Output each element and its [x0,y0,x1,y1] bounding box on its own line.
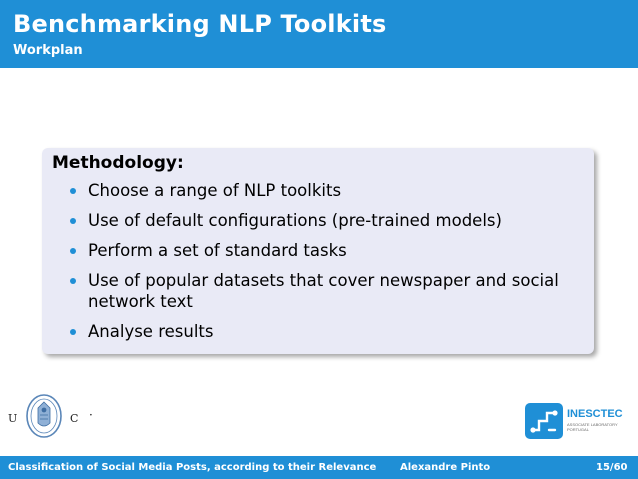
bullet-icon [70,248,76,254]
university-letter-right: C [70,412,79,425]
list-item [56,180,576,201]
list-item-text: Choose a range of NLP toolkits [88,181,342,200]
list-item-text: Use of default configurations (pre-trained models) [88,211,502,230]
university-dot: · [89,408,93,422]
list-item-text: Perform a set of standard tasks [88,241,347,260]
footer-bar [0,456,638,479]
inesc-tec-name: INESCTEC [567,408,623,420]
inesc-tec-tagline: ASSOCIATE LABORATORY PORTUGAL [567,422,618,432]
footer-author: Alexandre Pinto [400,462,491,473]
university-letter-left: U [8,412,18,425]
university-seal-icon [25,393,63,439]
frame-title: Benchmarking NLP Toolkits [13,10,387,38]
bullet-icon [70,188,76,194]
list-item [56,210,576,231]
methodology-list [56,180,576,351]
footer-page-number: 15/60 [596,462,628,473]
footer-talk-title: Classification of Social Media Posts, according to their Relevance [8,462,377,473]
bullet-icon [70,218,76,224]
bullet-icon [70,329,76,335]
inesc-tec-mark-icon [525,403,563,439]
block-title: Methodology: [52,153,184,173]
list-item [56,240,576,261]
list-item-text: Analyse results [88,322,214,341]
inesc-tec-logo [525,403,625,439]
methodology-block [42,148,594,354]
frame-subtitle: Workplan [13,43,83,58]
list-item-text: Use of popular datasets that cover newspaper and social network text [88,271,559,311]
list-item [56,270,576,312]
frame-header [0,0,638,68]
bullet-icon [70,278,76,284]
list-item [56,321,576,342]
